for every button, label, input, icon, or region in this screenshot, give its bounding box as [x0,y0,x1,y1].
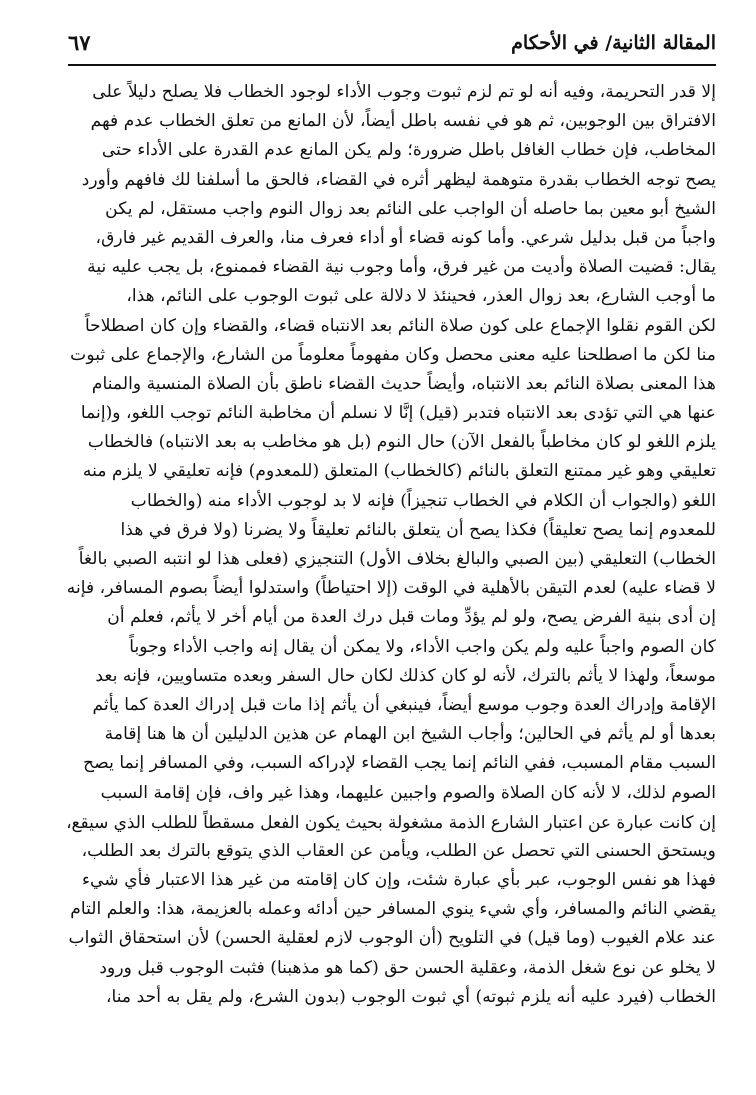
text-line: إن كانت عبارة عن اعتبار الشارع الذمة مشغولة بحيث يكون الفعل مسقطاً للطلب الذي سيقع، [66,811,716,832]
text-line: يقال: قضيت الصلاة وأديت من غير فرق، وأما وجوب نية القضاء فممنوع، بل يجب عليه نية [87,257,716,278]
text-line: يقضي النائم والمسافر، وأي شيء ينوي المسافر حين أدائه وعمله بالعزيمة، هذا: والعلم التام [70,899,716,920]
text-line: الافتراق بين الوجوبين، ثم هو في نفسه باطل أيضاً، لأن المانع من تعلق الخطاب عدم فهم [90,111,716,132]
text-line: موسعاً، ولهذا لا يأثم بالترك، لأنه لو كان كذلك لكان حال السفر وبعده متساويين، فإنه بعد [95,665,716,686]
text-line: لا يخلو عن نوع شغل الذمة، وعقلية الحسن حق (كما هو مذهبنا) فثبت الوجوب قبل ورود [99,957,716,978]
text-line: ما أوجب الشارع، بعد زوال العذر، فحينئذ لا دلالة على ثبوت الوجوب على النائم، هذا، [126,286,716,307]
text-line: عند علام الغيوب (وما قيل) في التلويح (أن الوجوب لازم لعقلية الحسن) لأن استحقاق الثواب [68,928,716,949]
text-line: هذا المعنى بصلاة النائم بعد الانتباه، وأيضاً حديث القضاء ناطق بأن الصلاة المنسية والمنام [91,373,716,394]
text-line: لكن القوم نقلوا الإجماع على كون صلاة النائم بعد الانتباه قضاء، والقضاء وإن كان اصطلاحاً [84,315,716,336]
body-text [60,78,716,1012]
text-line: تعليقي وهو غير ممتنع التعلق بالنائم (كالخطاب) المتعلق (للمعدوم) فإنه تعليقي لا يلزم منه [82,461,716,482]
text-line: كان الصوم واجباً عليه ولم يكن واجب الأداء، ولا يمكن أن يقال إنه واجب الأداء وجوباً [129,636,716,657]
text-line: إلا قدر التحريمة، وفيه أنه لو تم لزم ثبوت وجوب الأداء لوجود الخطاب فلا يصلح دليلاً على [92,82,716,102]
text-line: اللغو (والجواب أن الكلام في الخطاب تنجيزاً) فإنه لا بد لوجوب الأداء منه (والخطاب [130,490,716,511]
text-line: السبب مقام المسبب، ففي النائم إنما يجب القضاء لإدراكه السبب، وفي المسافر إنما يصح [83,753,716,774]
page-header [68,26,716,66]
text-line: الصوم لذلك، لا لأنه كان الصلاة والصوم واجبين عليهما، وهذا غير واف، فإن إقامة السبب [100,782,716,803]
text-line: بعدها أو لم يأثم في الحالين؛ وأجاب الشيخ ابن الهمام عن هذين الدليلين أن ها هنا إقامة [104,724,716,745]
text-line: للمعدوم إنما يصح تعليقاً) فكذا يصح أن يتعلق بالنائم تعليقاً ولا يضرنا (ولا فرق في هذا [120,519,716,540]
text-line: الخطاب) التعليقي (بين الصبي والبالغ بخلاف الأول) التنجيزي (فعلى هذا لو انتبه الصبي بالغاً [78,549,716,569]
text-line: الخطاب (فيرد عليه أنه يلزم ثبوته) أي ثبوت الوجوب (بدون الشرع، ولم يقل به أحد منا، [105,986,716,1007]
text-line: لا قضاء عليه) لعدم التيقن بالأهلية في الوقت (إلا احتياطاً) واستدلوا أيضاً بصوم المسافر، فإنه [66,578,716,599]
text-line: واجباً من قبل بدليل شرعي. وأما كونه قضاء أو أداء فعرف منا، والعرف القديم غير فارق، [95,227,716,248]
text-line: إن أدى بنية الفرض يصح، ولو لم يؤدِّ ومات قبل درك العدة من أيام أخر لا يأثم، فعلم أن [107,607,716,628]
text-line: يصح توجه الخطاب بقدرة متوهمة ليظهر أثره في القضاء، فالحق ما أسلفنا لك فافهم وأورد [81,169,716,190]
text-line: الشيخ أبو معين بما حاصله أن الواجب على النائم بعد زوال النوم واجب مستقل، لم يكن [105,198,716,219]
text-line: عنها هي التي تؤدى بعد الانتباه فتدبر (قيل) إنَّا لا نسلم أن مخاطبة النائم توجب اللغو، و(إنما [80,403,716,424]
page-number: ٦٧ [68,30,91,55]
text-line: فهذا هو نفس الوجوب، عبر بأي عبارة شئت، وإن كان إقامته من غير هذا الاعتبار فأي شيء [81,870,716,891]
text-line: الإقامة وإدراك العدة وجوب موسع أيضاً، فينبغي أن يأثم إذا مات قبل إدراك العدة كما يأثم [92,694,716,715]
text-line: المخاطب، فإن خطاب الغافل باطل ضرورة؛ ولم يكن المانع عدم القدرة على الأداء حتى [101,140,716,161]
text-line: يلزم اللغو لو كان مخاطباً بالفعل الآن) حال النوم (بل هو مخاطب به بعد الانتباه) فالخطاب [87,432,716,453]
text-line: ويستحق الحسنى التي تحصل عن الطلب، ويأمن عن العقاب الذي يتوقع بالترك بعد الطلب، [81,840,716,861]
text-line: منا لكن ما اصطلحنا عليه معنى محصل وكان مفهوماً معلوماً من الشارع، والإجماع على ثبوت [70,344,716,365]
running-title: المقالة الثانية/ في الأحكام [511,32,716,54]
